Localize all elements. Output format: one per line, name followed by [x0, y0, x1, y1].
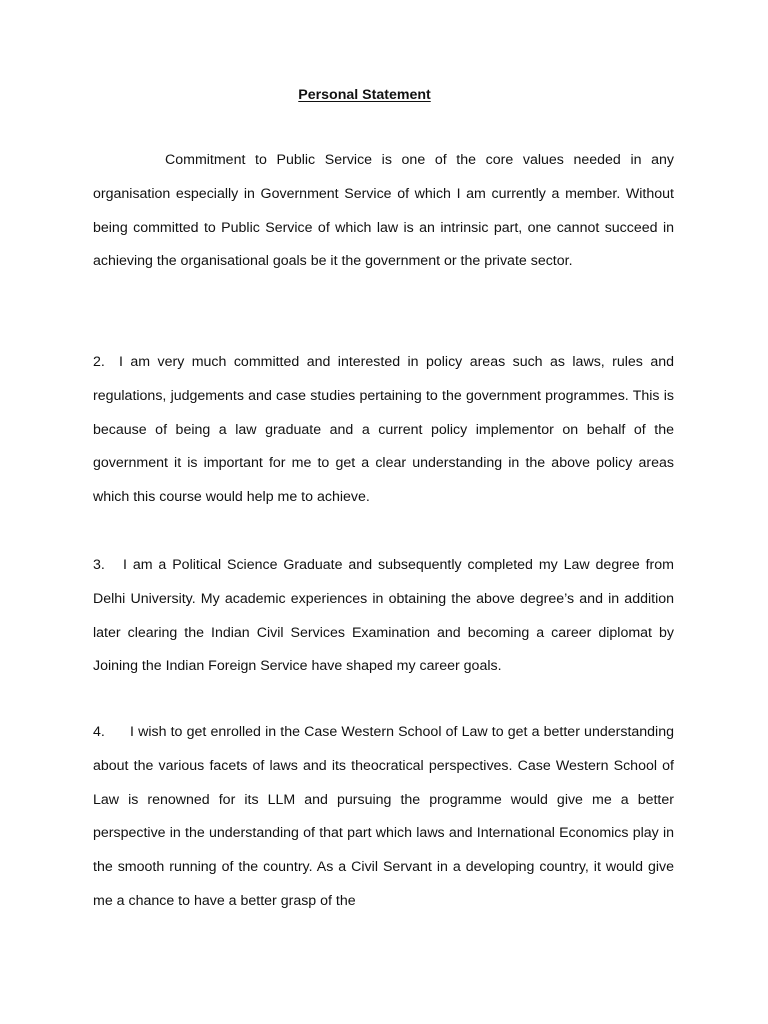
paragraph-number: 4.: [93, 724, 105, 740]
paragraph-number: 2.: [93, 354, 105, 370]
paragraph-text: I am very much committed and interested in policy areas such as laws, rules and regulations, judgements and case studies pertaining to the government programmes. This is because of being a law graduate and a current policy implementor on behalf of the government it is important for me to get a clear understanding in the above policy areas which this course would help me to achieve.: [93, 354, 674, 505]
document-title: Personal Statement: [298, 87, 431, 103]
paragraph-text: I am a Political Science Graduate and subsequently completed my Law degree from Delhi University. My academic experiences in obtaining the above degree’s and in addition later clearing the Indian Civil Services Examination and becoming a career diplomat by Joining the Indian Foreign Service have shaped my career goals.: [93, 557, 674, 675]
paragraph-text: Commitment to Public Service is one of the core values needed in any organisation especially in Government Service of which I am currently a member. Without being committed to Public Service of which law is an intrinsic part, one cannot succeed in achieving the organisational goals be it the government or the private sector.: [93, 152, 674, 270]
paragraph-4: [93, 716, 674, 919]
paragraph-1: [93, 144, 674, 279]
paragraph-3: [93, 549, 674, 684]
paragraph-text: I wish to get enrolled in the Case Western School of Law to get a better understanding about the various facets of laws and its theocratical perspectives. Case Western School of Law is renowned for its LLM and pursuing the programme would give me a better perspective in the understanding of that part which laws and International Economics play in the smooth running of the country. As a Civil Servant in a developing country, it would give me a chance to have a better grasp of the: [93, 724, 674, 909]
paragraph-2: [93, 346, 674, 515]
paragraph-number: 3.: [93, 557, 105, 573]
